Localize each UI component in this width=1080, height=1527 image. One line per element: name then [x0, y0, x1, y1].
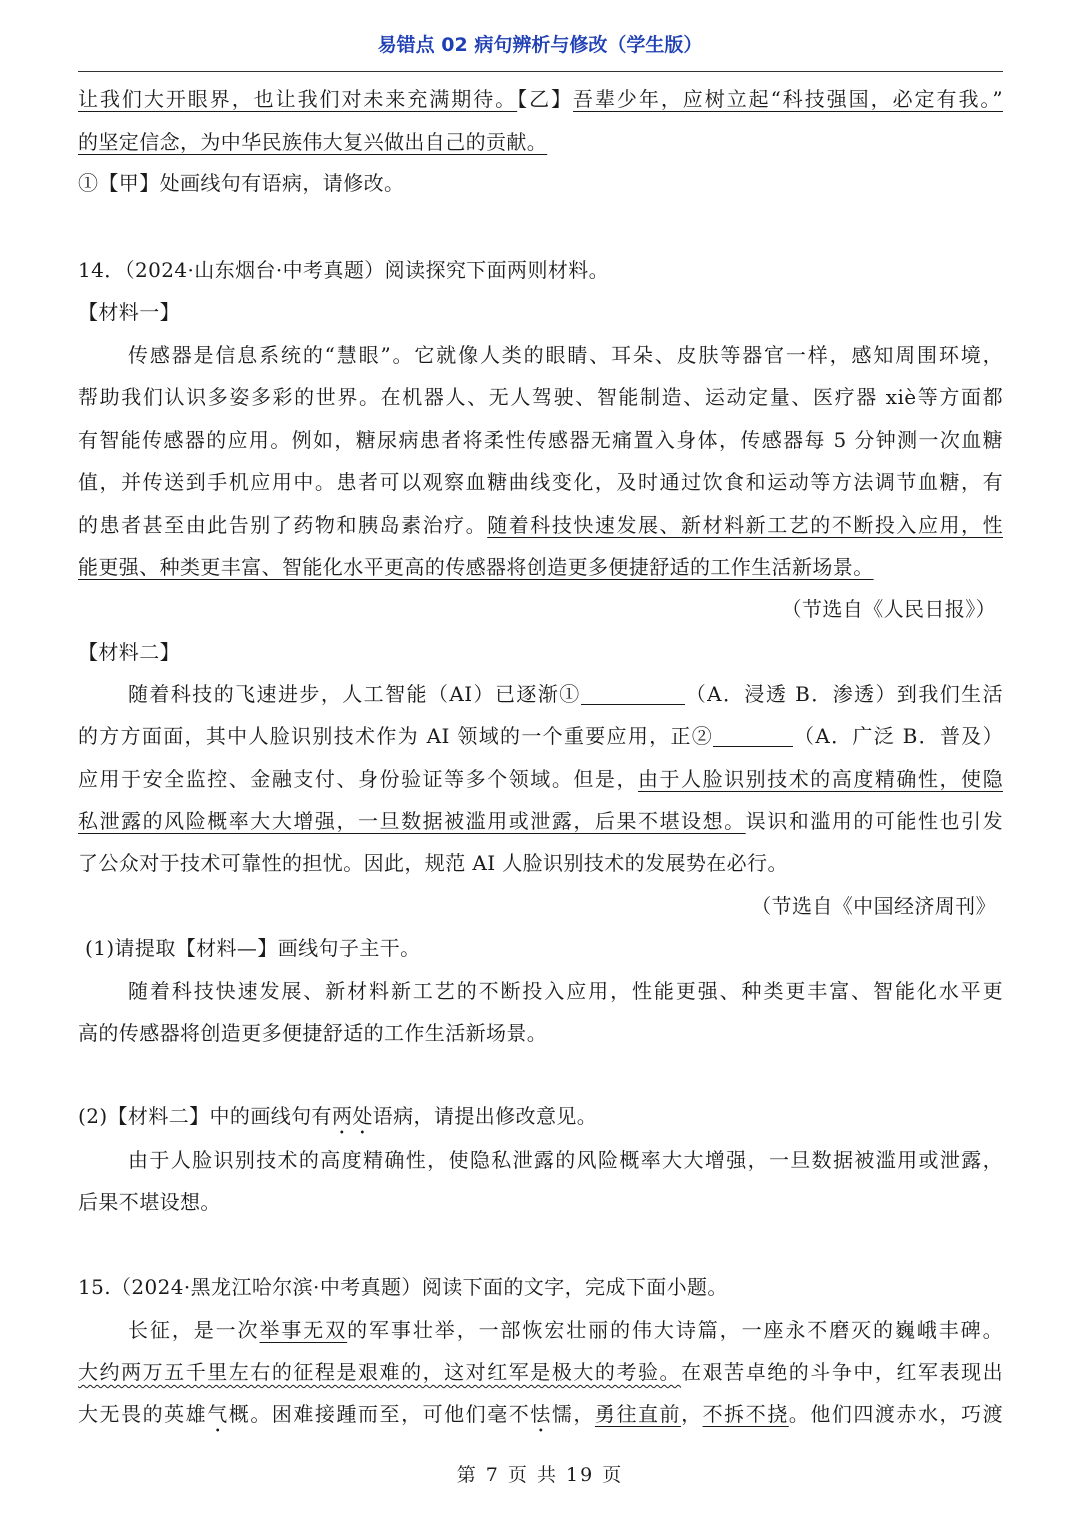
plain-text: 的方方面面，其中人脸识别技术作为 AI 领域的一个重要应用，正②: [78, 724, 714, 748]
plain-text: 的军事壮举，一部恢宏壮丽的伟大诗篇，一座永不磨灭的巍峨丰碑。: [347, 1318, 1004, 1342]
prev-text-line-2: [78, 127, 1003, 157]
document-header-title: 易错点 02 病句辨析与修改（学生版）: [377, 34, 703, 56]
q14-material1-label: 【材料一】: [78, 300, 180, 324]
underlined-word: 勇往直前: [594, 1402, 682, 1426]
underlined-sentence: 吾辈少年，应树立起“科技强国，必定有我。”: [573, 87, 1003, 111]
underlined-sentence: 能更强、种类更丰富、智能化水平更高的传感器将创造更多便捷舒适的工作生活新场景。: [78, 555, 874, 579]
plain-text: 语病，请提出修改意见。: [372, 1104, 598, 1128]
plain-text: ，: [681, 1402, 703, 1426]
q14-material1-line: 有智能传感器的应用。例如，糖尿病患者将柔性传感器无痛置入身体，传感器每 5 分钟测一次血糖: [78, 428, 1003, 452]
q14-sub2-line: 由于人脸识别技术的高度精确性，使隐私泄露的风险概率大大增强，一旦数据被滥用或泄露，: [128, 1148, 1003, 1172]
q14-sub1-line: 高的传感器将创造更多便捷舒适的工作生活新场景。: [78, 1021, 548, 1045]
q14-material2-line: [78, 806, 1003, 836]
q14-material2-line: 了公众对于技术可靠性的担忧。因此，规范 AI 人脸识别技术的发展势在必行。: [78, 851, 788, 875]
emphasized-char: 气: [207, 1402, 229, 1426]
underlined-word: 不拆不挠: [702, 1402, 789, 1426]
q15-text-line: [78, 1357, 1003, 1387]
header-divider: [78, 71, 1003, 72]
q14-material2-line: [78, 721, 1003, 751]
q15-intro: 15.（2024·黑龙江哈尔滨·中考真题）阅读下面的文字，完成下面小题。: [78, 1275, 728, 1299]
page-number: 第 7 页 共 19 页: [456, 1464, 624, 1486]
q14-intro: 14．（2024·山东烟台·中考真题）阅读探究下面两则材料。: [78, 258, 610, 282]
q14-material2-label: 【材料二】: [78, 640, 180, 664]
q14-material2-line: [128, 679, 1003, 709]
q15-text-line: [128, 1315, 1003, 1345]
answer-blank-1[interactable]: [581, 682, 685, 705]
emphasized-text: 两处: [331, 1104, 373, 1128]
q14-material1-line: 帮助我们认识多姿多彩的世界。在机器人、无人驾驶、智能制造、运动定量、医疗器 xiè等方面都: [78, 385, 1003, 409]
underlined-sentence: 私泄露的风险概率大大增强，一旦数据被滥用或泄露，后果不堪设想。: [78, 809, 746, 833]
underlined-sentence: 由于人脸识别技术的高度精确性，使隐: [637, 767, 1003, 791]
q14-material1-line: [78, 510, 1003, 540]
underlined-sentence: 的坚定信念，为中华民族伟大复兴做出自己的贡献。: [78, 130, 548, 154]
plain-text: 长征，是一次: [128, 1318, 260, 1342]
plain-text: 。他们四渡赤水，巧渡: [788, 1402, 1004, 1426]
plain-text: (2)【材料二】中的画线句有: [78, 1104, 332, 1128]
plain-text: 概。困难接踵而至，可他们毫不: [228, 1402, 531, 1426]
q14-material1-line: 值，并传送到手机应用中。患者可以观察血糖曲线变化，及时通过饮食和运动等方法调节血糖，有: [78, 470, 1003, 494]
underlined-word: 举事无双: [259, 1318, 348, 1342]
plain-text: 在艰苦卓绝的斗争中，红军表现出: [681, 1360, 1004, 1384]
marker-yi: 【乙】: [517, 87, 574, 111]
plain-text: 懦，: [551, 1402, 595, 1426]
plain-text: 随着科技的飞速进步，人工智能（AI）已逐渐①: [128, 682, 581, 706]
underlined-sentence: 让我们大开眼界，也让我们对未来充满期待。: [78, 87, 518, 111]
prev-task: ①【甲】处画线句有语病，请修改。: [78, 171, 405, 195]
plain-text: （A．广泛 B．普及）: [793, 724, 1003, 748]
q14-subquestion-2: [78, 1101, 1003, 1139]
plain-text: 误识和滥用的可能性也引发: [745, 809, 1003, 833]
wavy-underlined-sentence: 大约两万五千里左右的征程是艰难的，这对红军是极大的考验。: [78, 1360, 682, 1384]
q15-text-line: [78, 1399, 1003, 1437]
q14-subquestion-1: (1)请提取【材料—】画线句子主干。: [85, 936, 421, 960]
plain-text: 应用于安全监控、金融支付、身份验证等多个领域。但是，: [78, 767, 638, 791]
q14-material1-line: 传感器是信息系统的“慧眼”。它就像人类的眼睛、耳朵、皮肤等器官一样，感知周围环境，: [128, 343, 1003, 367]
q14-sub2-line: 后果不堪设想。: [78, 1190, 221, 1214]
plain-text: （A．浸透 B．渗透）到我们生活: [684, 682, 1003, 706]
q14-material2-line: [78, 764, 1003, 794]
underlined-sentence: 随着科技快速发展、新材料新工艺的不断投入应用，性: [487, 513, 1003, 537]
q14-material1-source: （节选自《人民日报》）: [781, 597, 996, 621]
plain-text: 大无畏的英雄: [78, 1402, 208, 1426]
q14-material2-source: （节选自《中国经济周刊》: [751, 894, 996, 918]
answer-blank-2[interactable]: [713, 724, 793, 747]
plain-text: 的患者甚至由此告别了药物和胰岛素治疗。: [78, 513, 488, 537]
q14-material1-line: [78, 552, 1003, 582]
prev-text-line-1: [78, 84, 1003, 114]
emphasized-char: 怯: [530, 1402, 552, 1426]
q14-sub1-line: 随着科技快速发展、新材料新工艺的不断投入应用，性能更强、种类更丰富、智能化水平更: [128, 979, 1003, 1003]
